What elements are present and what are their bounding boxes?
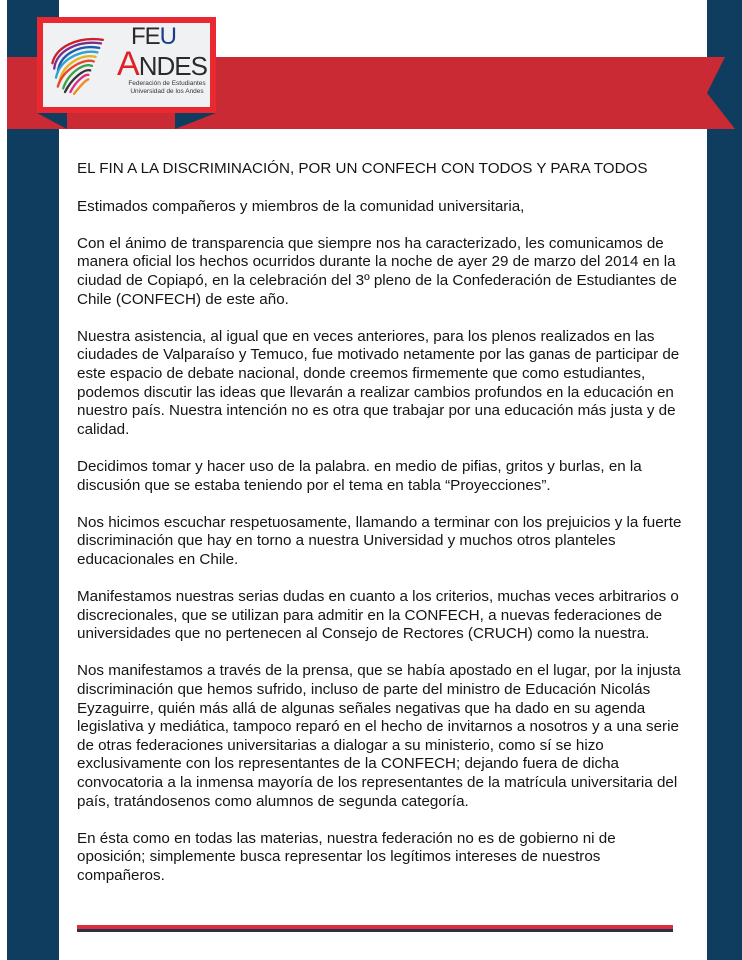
logo-subtitle-line-1: Federación de Estudiantes — [128, 80, 206, 87]
logo-andes-text: ANDES — [117, 45, 207, 83]
paragraph: Decidimos tomar y hacer uso de la palabra. en medio de pifias, gritos y burlas, en la discusión que se estaba teniendo por el tema en tabla “Proyecciones”. — [77, 457, 642, 494]
paragraph-closing: En ésta como en todas las materias, nuestra federación no es de gobierno ni de oposición; simplemente busca representar los legítimos intereses de nuestros compañeros. — [77, 829, 616, 884]
logo-fold-right — [175, 113, 216, 129]
paragraph: Con el ánimo de transparencia que siempre nos ha caracterizado, les comunicamos de manera oficial los hechos ocurridos durante la noche de ayer 29 de marzo del 2014 en la ciudad de Copiapó, en la celebración del 3º pleno de la Confederación de Estudiantes de Chile (CONFECH) de este año. — [77, 234, 677, 308]
footer-divider — [77, 925, 673, 932]
logo-subtitle — [127, 80, 207, 96]
paragraph: Nuestra asistencia, al igual que en veces anteriores, para los plenos realizados en las ciudades de Valparaíso y Temuco, fue motivado netamente por las ganas de participar de este espacio de debate nacional, donde creemos firmemente que como estudiantes, podemos discutir las ideas que llevarán a realizar cambios profundos en la educación en nuestro país. Nuestra intención no es otra que trabajar por una educación más justa y de calidad. — [77, 327, 680, 438]
paragraph: Nos manifestamos a través de la prensa, que se había apostado en el lugar, por la injusta discriminación que hemos sufrido, incluso de parte del ministro de Educación Nicolás Eyzaguirre, quién más allá de algunas señales negativas que ha dado en su agenda legislativa y mediática, tampoco reparó en el hecho de invitarnos a nosotros y a una serie de otras federaciones universitarias a dialogar a su ministerio, como sí se hizo exclusivamente con los representantes de la CONFECH; dejando fuera de dicha convocatoria a la inmensa mayoría de los representantes de la matrícula universitaria del país, tratándosenos como alumnos de segunda categoría. — [77, 662, 681, 810]
paragraph: Nos hicimos escuchar respetuosamente, llamando a terminar con los prejuicios y la fuerte discriminación que hay en torno a nuestra Universidad y muchos otros planteles educacionales en Chile. — [77, 513, 682, 568]
letter-body — [77, 160, 687, 904]
logo-subtitle-line-2: Universidad de los Andes — [130, 88, 204, 95]
fingerprint-swirl-icon — [47, 29, 119, 101]
left-navy-band — [7, 0, 59, 960]
feu-andes-logo — [37, 17, 216, 113]
paragraph-greeting: Estimados compañeros y miembros de la comunidad universitaria, — [77, 197, 525, 215]
letter-title: EL FIN A LA DISCRIMINACIÓN, POR UN CONFECH CON TODOS Y PARA TODOS — [77, 160, 648, 177]
logo-wordmark — [117, 25, 209, 96]
logo-feu-text: FEU — [131, 23, 177, 50]
paragraph: Manifestamos nuestras serias dudas en cuanto a los criterios, muchas veces arbitrarios o discrecionales, que se utilizan para admitir en la CONFECH, a nuevas federaciones de universidades que no pertenecen al Consejo de Rectores (CRUCH) como la nuestra. — [77, 588, 679, 643]
right-navy-band — [707, 0, 742, 960]
logo-fold-left — [37, 113, 67, 129]
